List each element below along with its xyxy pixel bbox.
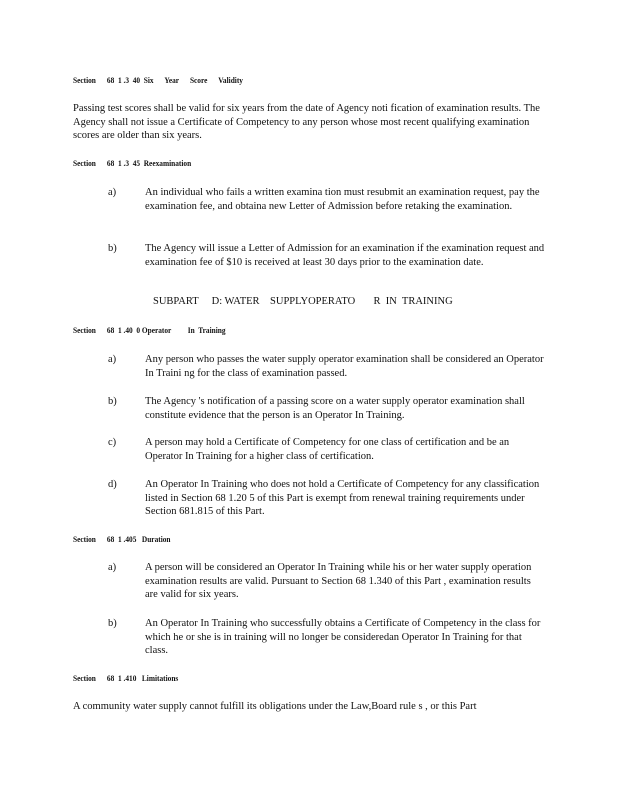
section-heading-681340: Section 68 1 .3 40 Six Year Score Validity xyxy=(73,76,243,85)
paragraph-score-validity: Passing test scores shall be valid for six years from the date of Agency noti fication of examination results. The Agency shall not issue a Certificate of Competency to any person whose most recent qualifying examination scores are older than six years. xyxy=(73,103,540,141)
item-label: b) xyxy=(108,618,117,629)
item-text: A person may hold a Certificate of Competency for one class of certification and be an Operator In Training for a higher class of certification. xyxy=(145,437,510,462)
subpart-heading: SUBPART D: WATER SUPPLYOPERATO R IN TRAINING xyxy=(153,296,453,307)
item-label: a) xyxy=(108,562,117,573)
item-text: The Agency will issue a Letter of Admission for an examination if the examination request and examination fee of $10 is received at least 30 days prior to the examination date. xyxy=(145,243,545,268)
section-heading-681345: Section 68 1 .3 45 Reexamination xyxy=(73,159,192,168)
item-text: An Operator In Training who does not hold a Certificate of Competency for any classification listed in Section 68 1.20 5 of this Part is exempt from renewal training requirements under Section 681.815 of this Part. xyxy=(145,479,540,517)
section-heading-681405: Section 68 1 .405 Duration xyxy=(73,535,171,544)
paragraph-limitations: A community water supply cannot fulfill its obligations under the Law,Board rule s , or this Part xyxy=(73,701,477,712)
section-heading-681410: Section 68 1 .410 Limitations xyxy=(73,674,179,683)
item-label: d) xyxy=(108,479,117,490)
item-text: Any person who passes the water supply operator examination shall be considered an Operator In Traini ng for the class of examination passed. xyxy=(145,354,544,379)
item-label: b) xyxy=(108,243,117,254)
item-text: An Operator In Training who successfully obtains a Certificate of Competency in the class for which he or she is in training will no longer be consideredan Operator In Training for that class. xyxy=(145,618,541,656)
item-text: A person will be considered an Operator In Training while his or her water supply operation examination results are valid. Pursuant to Section 68 1.340 of this Part , examination results are valid for six years. xyxy=(145,562,532,600)
item-text: An individual who fails a written examina tion must resubmit an examination request, pay the examination fee, and obtaina new Letter of Admission before retaking the examination. xyxy=(145,187,540,212)
item-label: c) xyxy=(108,437,117,448)
item-label: b) xyxy=(108,396,117,407)
section-heading-681400: Section 68 1 .40 0 Operator In Training xyxy=(73,326,226,335)
item-label: a) xyxy=(108,187,117,198)
item-label: a) xyxy=(108,354,117,365)
item-text: The Agency 's notification of a passing score on a water supply operator examination shall constitute evidence that the person is an Operator In Training. xyxy=(145,396,525,421)
